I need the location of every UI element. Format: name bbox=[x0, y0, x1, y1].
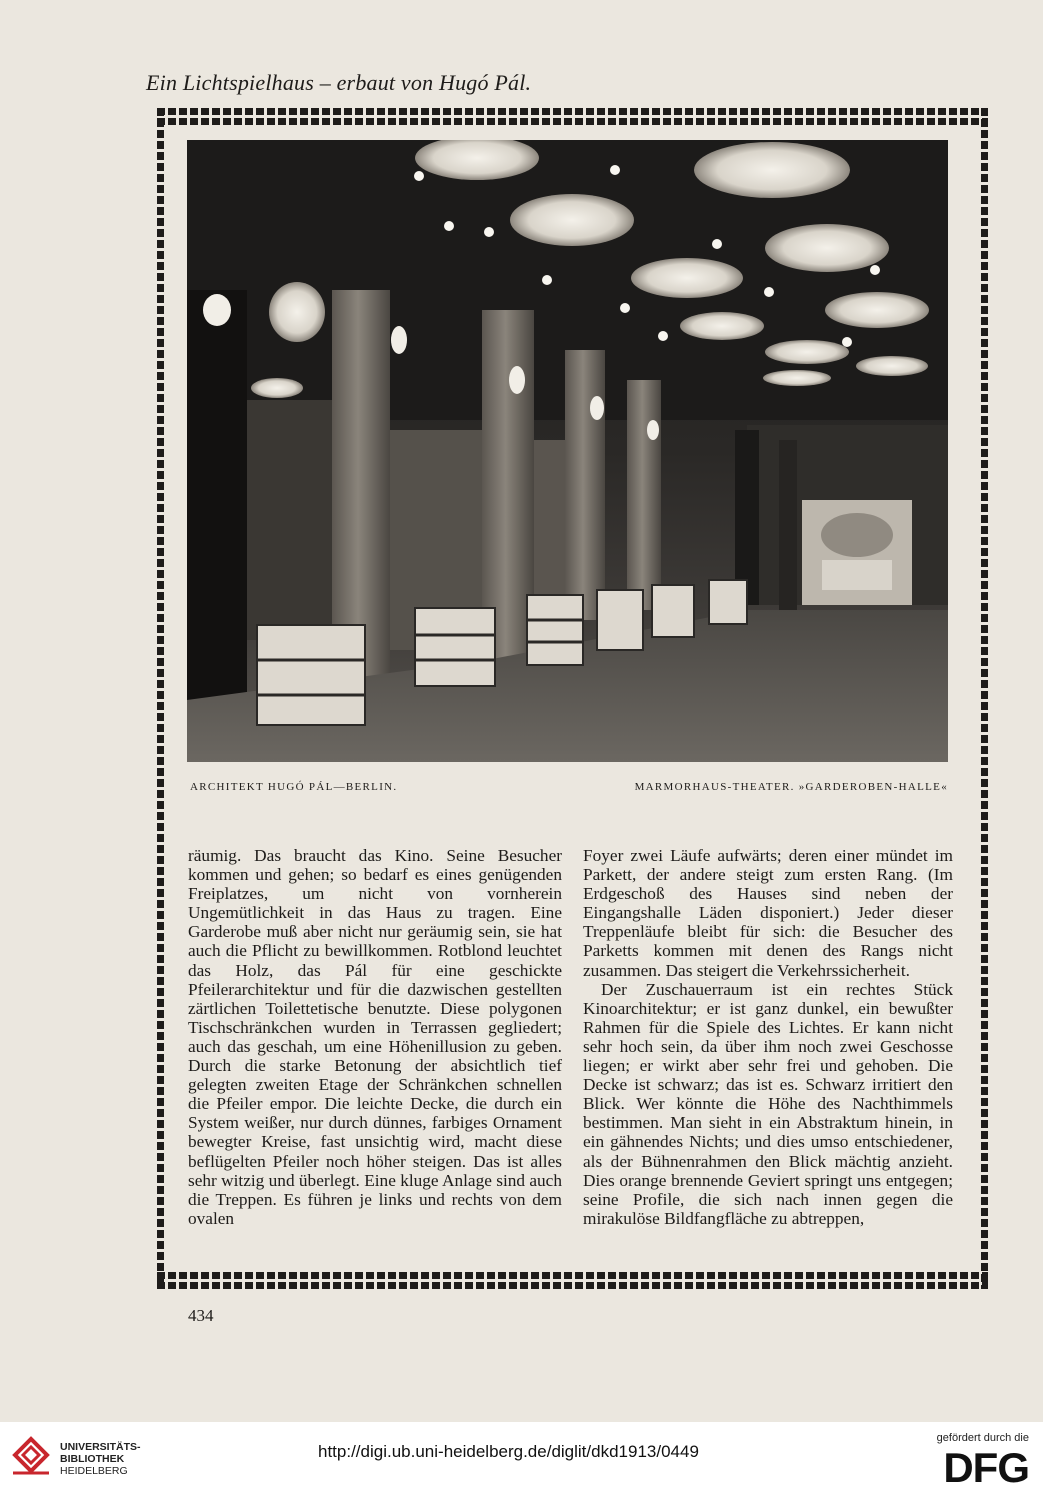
running-head: Ein Lichtspielhaus – erbaut von Hugó Pál. bbox=[146, 70, 532, 95]
photo-drawing bbox=[187, 140, 948, 762]
library-logo-icon[interactable] bbox=[11, 1433, 51, 1477]
permalink-url[interactable]: http://digi.ub.uni-heidelberg.de/diglit/dkd1913/0449 bbox=[318, 1442, 699, 1461]
frame-border-top-inner bbox=[157, 118, 988, 125]
right-text-column bbox=[583, 846, 953, 1228]
paragraph: Foyer zwei Läufe aufwärts; deren einer mündet im Parkett, der andere steigt zum ersten Rang. (Im Erdgeschoß des Hauses sind neben der Eingangshalle Läden disponiert.) Jeder dieser Treppenläufe bleibt für sich: die Besucher des Parketts kommen mit denen des Rangs nicht zusammen. Das steigert die Verkehrssicherheit. bbox=[583, 846, 953, 980]
paragraph: räumig. Das braucht das Kino. Seine Besucher kommen und gehen; so bedarf es eines genügenden Freiplatzes, um nicht von vornherein Ungemütlichkeit in das Haus zu tragen. Eine Garderobe muß aber nicht nur geräumig sein, sie hat auch die Pflicht zu bewillkommen. Rotblond leuchtet das Holz, das Pál für eine geschickte Pfeilerarchitektur und für die dazwischen gestellten zärtlichen Toilettetische benutzte. Diese polygonen Tischschränkchen wurden in Terrassen gegliedert; auch das geschah, um eine Höhenillusion zu geben. Durch die starke Betonung der absichtlich tief gelegten zweiten Etage der Schränkchen schnellen die Pfeiler empor. Die leichte Decke, die durch ein System weißer, nur durch dünnes, farbiges Ornament bewegter Kreise, fast unsichtig wird, macht diese beflügelten Pfeiler noch höher steigen. Das ist alles sehr witzig und überlegt. Eine kluge Anlage sind auch die Treppen. Es führen je links und rechts von dem ovalen bbox=[188, 846, 562, 1228]
caption-title: MARMORHAUS-THEATER. »GARDEROBEN-HALLE« bbox=[634, 781, 948, 793]
left-text-column bbox=[188, 846, 562, 1228]
library-name-line1: UNIVERSITÄTS- bbox=[60, 1441, 141, 1453]
funded-by-label: gefördert durch die bbox=[936, 1432, 1029, 1444]
paragraph: Der Zuschauerraum ist ein rechtes Stück Kinoarchitektur; er ist ganz dunkel, ein bewußter Rahmen für die Spiele des Lichtes. Er kann nicht sehr hoch sein, da über ihm noch zwei Geschosse liegen; er wirkt aber sehr frei und gehoben. Die Decke ist schwarz; das ist es. Schwarz irritiert den Blick. Wer könnte die Höhe des Nachthimmels bestimmen. Man sieht in ein Abstraktum hinein, in ein gähnendes Nichts; und dies umso entschiedener, als der Bühnenrahmen den Blick mächtig anzieht. Dies orange brennende Geviert springt uns entgegen; seine Profile, die sich nach innen gegen die mirakulöse Bildfangfläche zu abtreppen, bbox=[583, 979, 953, 1228]
library-name[interactable] bbox=[60, 1441, 141, 1477]
frame-border-top bbox=[157, 108, 988, 115]
frame-border-left bbox=[157, 108, 164, 1289]
library-name-line3: HEIDELBERG bbox=[60, 1465, 128, 1477]
library-name-line2: BIBLIOTHEK bbox=[60, 1453, 125, 1465]
frame-border-bottom bbox=[157, 1272, 988, 1279]
page-number: 434 bbox=[188, 1306, 214, 1325]
frame-border-bottom-inner bbox=[157, 1282, 988, 1289]
frame-border-right bbox=[981, 108, 988, 1289]
footer-bar bbox=[0, 1422, 1043, 1499]
interior-photograph bbox=[187, 140, 948, 762]
caption-architect: ARCHITEKT HUGÓ PÁL—BERLIN. bbox=[190, 781, 398, 793]
dfg-logo[interactable]: DFG bbox=[943, 1444, 1029, 1491]
